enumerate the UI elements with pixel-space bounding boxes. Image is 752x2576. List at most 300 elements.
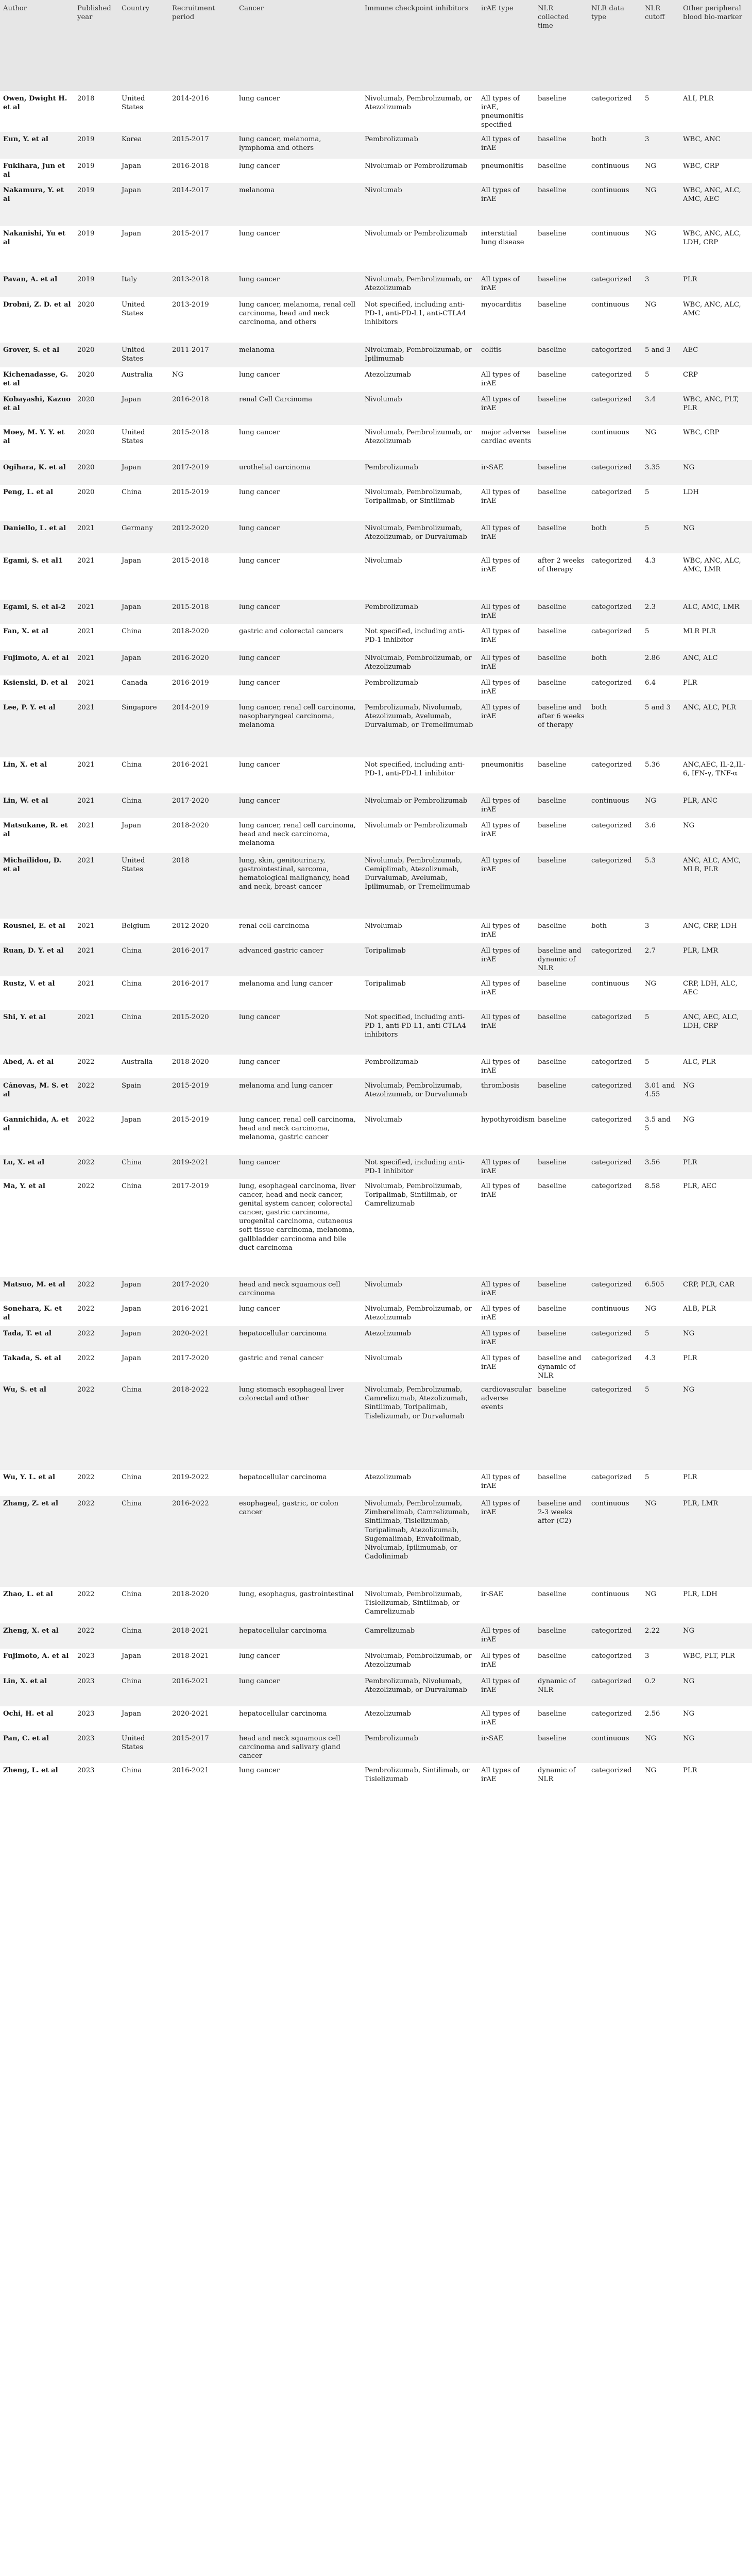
cell-cancer: advanced gastric cancer [239,946,323,955]
cell-country: Japan [122,186,141,194]
cell-time: baseline and dynamic of NLR [538,946,582,972]
cell-year: 2021 [77,679,95,687]
cell-country: United States [122,1735,145,1752]
cell-marker: ALC, AMC, LMR [683,603,740,611]
cell-period: 2016-2017 [172,946,209,955]
cell-dtype: categorized [591,395,632,403]
cell-period: 2014-2019 [172,703,209,711]
cell-author: Cánovas, M. S. et al [3,1081,69,1098]
cell-author: Wu, S. et al [3,1386,46,1394]
cell-cancer: head and neck squamous cell carcinoma [239,1280,340,1297]
cell-time: baseline [538,1329,567,1337]
cell-ici: Pembrolizumab [365,135,418,143]
cell-marker: ALC, PLR [683,1058,716,1066]
cell-country: Belgium [122,922,150,930]
cell-cancer: lung cancer [239,1766,280,1774]
cell-time: baseline [538,463,567,471]
table-row [0,521,752,553]
cell-dtype: categorized [591,556,632,565]
cell-dtype: continuous [591,979,629,988]
cell-irae: interstitial lung disease [481,229,524,246]
cell-cancer: lung cancer [239,1158,280,1166]
cell-year: 2023 [77,1766,95,1774]
cell-year: 2020 [77,395,95,403]
cell-cancer: lung cancer [239,162,280,170]
cell-dtype: categorized [591,603,632,611]
cell-irae: All types of irAE [481,856,520,873]
cell-dtype: continuous [591,796,629,805]
cell-cancer: renal Cell Carcinoma [239,395,313,403]
cell-cutoff: 5 [645,95,650,103]
table-row [0,460,752,485]
cell-cutoff: NG [645,1590,657,1599]
cell-time: baseline [538,856,567,865]
header-other-biomarker: Other peripheral blood bio-marker [683,5,742,22]
cell-period: 2018-2022 [172,1386,209,1394]
cell-year: 2021 [77,922,95,930]
cell-cutoff: 3.35 [645,463,660,471]
cell-time: baseline [538,1058,567,1066]
cell-marker: WBC, ANC, ALC, AMC, LMR [683,556,741,573]
cell-period: 2014-2017 [172,186,209,194]
cell-marker: ANC, CRP, LDH [683,922,737,930]
table-row [0,1155,752,1179]
cell-cancer: head and neck squamous cell carcinoma and salivary gland cancer [239,1735,340,1760]
cell-period: 2020-2021 [172,1329,209,1337]
cell-year: 2021 [77,524,95,532]
cell-year: 2023 [77,1652,95,1660]
cell-country: United States [122,95,145,112]
cell-irae: All types of irAE [481,1013,520,1030]
table-row [0,1010,752,1055]
cell-country: Singapore [122,703,157,711]
cell-dtype: continuous [591,1590,629,1599]
cell-dtype: categorized [591,946,632,955]
table-row [0,1277,752,1301]
cell-cancer: gastric and renal cancer [239,1354,323,1362]
cell-time: baseline [538,1304,567,1313]
cell-cancer: lung cancer [239,488,280,496]
cell-cutoff: 4.3 [645,1354,656,1362]
cell-country: China [122,1766,142,1774]
cell-cutoff: 8.58 [645,1182,660,1190]
cell-irae: All types of irAE [481,524,520,541]
cell-cutoff: 0.2 [645,1677,656,1686]
cell-cancer: lung cancer, renal cell carcinoma, head and neck carcinoma, melanoma, gastric cancer [239,1115,356,1141]
cell-author: Zheng, L. et al [3,1766,58,1774]
cell-country: Canada [122,679,148,687]
cell-marker: WBC, CRP [683,162,720,170]
cell-country: Spain [122,1081,142,1090]
cell-ici: Pembrolizumab [365,1058,418,1066]
cell-cutoff: 5 and 3 [645,703,671,711]
cell-marker: NG [683,1677,695,1686]
cell-country: China [122,946,142,955]
cell-irae: pneumonitis [481,162,524,170]
cell-country: United States [122,856,145,873]
cell-dtype: categorized [591,1677,632,1686]
cell-cutoff: 3 [645,1652,650,1660]
cell-cutoff: 5 [645,1013,650,1021]
cell-time: baseline [538,135,567,143]
cell-time: baseline [538,1158,567,1166]
cell-ici: Pembrolizumab, Nivolumab, Atezolizumab, or Durvalumab [365,1677,467,1694]
cell-ici: Not specified, including anti-PD-1 inhibitor [365,1158,465,1175]
cell-period: 2015-2018 [172,603,209,611]
cell-ici: Nivolumab or Pembrolizumab [365,162,468,170]
cell-year: 2020 [77,488,95,496]
cell-year: 2021 [77,627,95,635]
cell-cancer: lung cancer [239,1652,280,1660]
cell-irae: colitis [481,346,502,354]
cell-ici: Atezolizumab [365,1710,411,1718]
cell-time: dynamic of NLR [538,1677,576,1694]
cell-time: baseline [538,1115,567,1124]
cell-marker: ANC, ALC, AMC, MLR, PLR [683,856,741,873]
cell-ici: Nivolumab, Pembrolizumab, Tislelizumab, Sintilimab, or Camrelizumab [365,1590,463,1616]
cell-marker: NG [683,463,695,471]
cell-marker: NG [683,1710,695,1718]
table-row [0,1179,752,1277]
table-row [0,1674,752,1706]
cell-ici: Nivolumab, Pembrolizumab, Toripalimab, Sintilimab, or Camrelizumab [365,1182,463,1208]
table-row [0,651,752,675]
cell-irae: thrombosis [481,1081,520,1090]
cell-ici: Nivolumab, Pembrolizumab, or Ipilimumab [365,346,472,363]
cell-cancer: lung cancer [239,1304,280,1313]
cell-marker: CRP, LDH, ALC, AEC [683,979,738,996]
cell-year: 2019 [77,186,95,194]
cell-year: 2020 [77,428,95,436]
cell-cancer: lung cancer [239,679,280,687]
cell-cutoff: 2.3 [645,603,656,611]
cell-cutoff: NG [645,1304,657,1313]
cell-time: baseline [538,979,567,988]
cell-country: China [122,979,142,988]
cell-period: 2019-2022 [172,1473,209,1482]
cell-period: 2016-2021 [172,1304,209,1313]
cell-cancer: lung cancer, melanoma, lymphoma and others [239,135,321,152]
cell-dtype: categorized [591,1158,632,1166]
cell-year: 2020 [77,346,95,354]
cell-ici: Pembrolizumab [365,1735,418,1743]
cell-cutoff: 5 [645,1329,650,1337]
cell-marker: WBC, ANC, PLT, PLR [683,395,739,412]
cell-cancer: lung cancer [239,760,280,769]
cell-author: Rustz, V. et al [3,979,55,988]
cell-irae: All types of irAE [481,1329,520,1346]
header-irae-type: irAE type [481,5,514,12]
cell-irae: All types of irAE [481,1473,520,1490]
cell-year: 2018 [77,95,95,103]
cell-dtype: categorized [591,95,632,103]
cell-ici: Pembrolizumab, Nivolumab, Atezolizumab, Avelumab, Durvalumab, or Tremelimumab [365,703,473,729]
cell-irae: All types of irAE [481,488,520,505]
cell-cutoff: NG [645,300,657,309]
cell-cutoff: 5 [645,370,650,379]
cell-dtype: categorized [591,275,632,283]
cell-ici: Pembrolizumab, Sintilimab, or Tislelizumab [365,1766,470,1783]
cell-cutoff: NG [645,1500,657,1508]
table-row [0,1470,752,1496]
cell-dtype: categorized [591,1652,632,1660]
cell-year: 2022 [77,1386,95,1394]
cell-period: 2016-2018 [172,162,209,170]
cell-period: 2016-2021 [172,1766,209,1774]
table-row [0,1078,752,1112]
table-row [0,1382,752,1470]
cell-country: China [122,760,142,769]
cell-irae: All types of irAE [481,603,520,620]
table-row [0,1351,752,1382]
cell-dtype: continuous [591,1304,629,1313]
cell-dtype: continuous [591,300,629,309]
table-row [0,297,752,343]
cell-year: 2021 [77,796,95,805]
cell-ici: Nivolumab [365,1354,402,1362]
cell-cutoff: 4.3 [645,556,656,565]
cell-period: 2016-2021 [172,760,209,769]
cell-year: 2019 [77,229,95,238]
cell-irae: All types of irAE [481,1058,520,1075]
cell-author: Michailidou, D. et al [3,856,62,873]
cell-ici: Nivolumab [365,1115,402,1124]
cell-author: Takada, S. et al [3,1354,61,1362]
cell-ici: Not specified, including anti-PD-1, anti-PD-L1, anti-CTLA4 inhibitors [365,300,466,326]
cell-ici: Atezolizumab [365,370,411,379]
table-row [0,600,752,624]
cell-ici: Nivolumab or Pembrolizumab [365,796,468,805]
cell-author: Daniello, L. et al [3,524,66,532]
cell-time: baseline [538,1590,567,1599]
cell-cancer: lung cancer [239,654,280,662]
cell-country: China [122,796,142,805]
cell-author: Fukihara, Jun et al [3,162,65,179]
cell-period: 2016-2019 [172,679,209,687]
cell-ici: Nivolumab [365,556,402,565]
cell-dtype: categorized [591,1627,632,1635]
cell-time: baseline [538,679,567,687]
cell-cancer: hepatocellular carcinoma [239,1473,327,1482]
cell-cutoff: 2.7 [645,946,656,955]
cell-marker: MLR PLR [683,627,716,635]
cell-period: 2013-2019 [172,300,209,309]
cell-time: baseline [538,1386,567,1394]
cell-ici: Atezolizumab [365,1329,411,1337]
table-row [0,818,752,853]
cell-cutoff: NG [645,1735,657,1743]
table-row [0,1763,752,1789]
cell-irae: All types of irAE [481,654,520,671]
table-row [0,343,752,367]
cell-cutoff: 5 [645,488,650,496]
cell-country: Japan [122,229,141,238]
cell-ici: Camrelizumab [365,1627,415,1635]
cell-ici: Nivolumab, Pembrolizumab, Atezolizumab, or Durvalumab [365,1081,467,1098]
cell-ici: Nivolumab [365,1280,402,1289]
cell-author: Peng, L. et al [3,488,54,496]
cell-author: Eun, Y. et al [3,135,48,143]
cell-period: 2015-2019 [172,1081,209,1090]
cell-marker: PLR [683,1158,697,1166]
cell-author: Gannichida, A. et al [3,1115,69,1132]
cell-ici: Nivolumab [365,395,402,403]
cell-irae: All types of irAE [481,370,520,387]
cell-time: baseline [538,275,567,283]
cell-marker: PLR [683,679,697,687]
cell-author: Moey, M. Y. Y. et al [3,428,65,445]
cell-marker: NG [683,1081,695,1090]
cell-period: 2018-2021 [172,1652,209,1660]
cell-author: Shi, Y. et al [3,1013,46,1021]
cell-cancer: lung cancer [239,1058,280,1066]
cell-period: 2015-2020 [172,1013,209,1021]
cell-period: 2018 [172,856,190,865]
cell-dtype: continuous [591,1735,629,1743]
cell-dtype: categorized [591,370,632,379]
cell-year: 2022 [77,1158,95,1166]
cell-irae: All types of irAE [481,135,520,152]
table-row [0,183,752,226]
cell-year: 2021 [77,556,95,565]
cell-marker: PLR, LMR [683,946,719,955]
cell-country: Japan [122,1280,141,1289]
cell-country: Japan [122,1115,141,1124]
cell-country: China [122,1677,142,1686]
cell-irae: All types of irAE [481,627,520,644]
cell-dtype: categorized [591,760,632,769]
cell-country: China [122,1158,142,1166]
cell-irae: All types of irAE [481,922,520,939]
cell-marker: PLR, AEC [683,1182,717,1190]
cell-country: Japan [122,463,141,471]
cell-irae: All types of irAE [481,556,520,573]
header-published-year: Published year [77,5,111,22]
cell-irae: All types of irAE [481,679,520,696]
cell-period: 2016-2021 [172,1677,209,1686]
cell-country: China [122,1182,142,1190]
cell-country: China [122,1013,142,1021]
cell-year: 2021 [77,654,95,662]
cell-time: baseline [538,821,567,829]
cell-year: 2022 [77,1354,95,1362]
cell-cutoff: 3 [645,275,650,283]
table-row [0,1623,752,1649]
cell-cutoff: 5 [645,524,650,532]
cell-marker: ANC, ALC [683,654,718,662]
cell-period: 2018-2020 [172,821,209,829]
table-row [0,485,752,521]
cell-cancer: melanoma and lung cancer [239,979,333,988]
cell-irae: All types of irAE [481,979,520,996]
cell-ici: Nivolumab, Pembrolizumab, or Atezolizumab [365,275,472,292]
cell-year: 2022 [77,1182,95,1190]
cell-irae: All types of irAE [481,796,520,814]
cell-cancer: lung cancer [239,95,280,103]
cell-time: baseline [538,1710,567,1718]
cell-irae: All types of irAE [481,1280,520,1297]
table-row [0,976,752,1010]
cell-cancer: lung cancer [239,796,280,805]
cell-cutoff: 5 and 3 [645,346,671,354]
cell-cutoff: 2.56 [645,1710,660,1718]
cell-dtype: continuous [591,162,629,170]
cell-irae: ir-SAE [481,1590,504,1599]
cell-country: United States [122,346,145,363]
cell-ici: Nivolumab, Pembrolizumab, or Atezolizumab [365,654,472,671]
cell-time: baseline [538,1013,567,1021]
cell-year: 2022 [77,1329,95,1337]
cell-dtype: categorized [591,1766,632,1774]
cell-year: 2023 [77,1677,95,1686]
cell-period: 2012-2020 [172,922,209,930]
cell-ici: Toripalimab [365,979,406,988]
cell-marker: ALI, PLR [683,95,714,103]
cell-author: Ma, Y. et al [3,1182,45,1190]
cell-dtype: continuous [591,186,629,194]
cell-time: baseline [538,524,567,532]
cell-cancer: gastric and colorectal cancers [239,627,344,635]
table-row [0,853,752,919]
cell-cancer: melanoma and lung cancer [239,1081,333,1090]
cell-cancer: lung cancer, melanoma, renal cell carcinoma, head and neck carcinoma, and others [239,300,356,326]
cell-irae: myocarditis [481,300,522,309]
table-row [0,1496,752,1587]
cell-year: 2021 [77,760,95,769]
table-row [0,919,752,943]
cell-marker: PLR, LMR [683,1500,719,1508]
cell-country: Japan [122,821,141,829]
cell-cancer: hepatocellular carcinoma [239,1329,327,1337]
cell-cutoff: NG [645,1766,657,1774]
cell-cutoff: 3.4 [645,395,656,403]
cell-year: 2022 [77,1081,95,1090]
cell-irae: pneumonitis [481,760,524,769]
cell-marker: WBC, ANC [683,135,721,143]
cell-author: Tada, T. et al [3,1329,52,1337]
cell-author: Matsukane, R. et al [3,821,68,838]
cell-country: Japan [122,1304,141,1313]
cell-cancer: lung cancer [239,229,280,238]
cell-cancer: lung cancer, renal cell carcinoma, nasopharyngeal carcinoma, melanoma [239,703,356,729]
cell-dtype: categorized [591,1473,632,1482]
cell-year: 2022 [77,1115,95,1124]
cell-ici: Nivolumab, Pembrolizumab, Atezolizumab, or Durvalumab [365,524,467,541]
header-author: Author [3,5,27,12]
cell-author: Pan, C. et al [3,1735,49,1743]
cell-ici: Nivolumab, Pembrolizumab, Zimberelimab, Camrelizumab, Sintilimab, Tislelizumab, Toripalimab, Atezolizumab, Sugemalimab, Envafolimab, Nivolumab, Ipilimumab, or Cadolinimab [365,1500,470,1561]
cell-cancer: esophageal, gastric, or colon cancer [239,1500,339,1517]
cell-time: baseline [538,627,567,635]
cell-time: baseline and dynamic of NLR [538,1354,582,1380]
cell-irae: All types of irAE [481,1710,520,1727]
cell-year: 2019 [77,135,95,143]
cell-irae: All types of irAE [481,1652,520,1669]
cell-ici: Nivolumab, Pembrolizumab, Toripalimab, or Sintilimab [365,488,463,505]
cell-country: China [122,627,142,635]
cell-cancer: lung stomach esophageal liver colorectal and other [239,1386,345,1403]
cell-marker: PLR, LDH [683,1590,717,1599]
cell-cancer: lung cancer [239,1677,280,1686]
cell-author: Ksienski, D. et al [3,679,68,687]
cell-year: 2022 [77,1590,95,1599]
cell-time: after 2 weeks of therapy [538,556,585,573]
cell-period: 2012-2020 [172,524,209,532]
cell-cutoff: 5 [645,1058,650,1066]
cell-cancer: lung cancer, renal cell carcinoma, head and neck carcinoma, melanoma [239,821,356,847]
cell-country: United States [122,300,145,317]
cell-cutoff: 3.5 and 5 [645,1115,671,1132]
